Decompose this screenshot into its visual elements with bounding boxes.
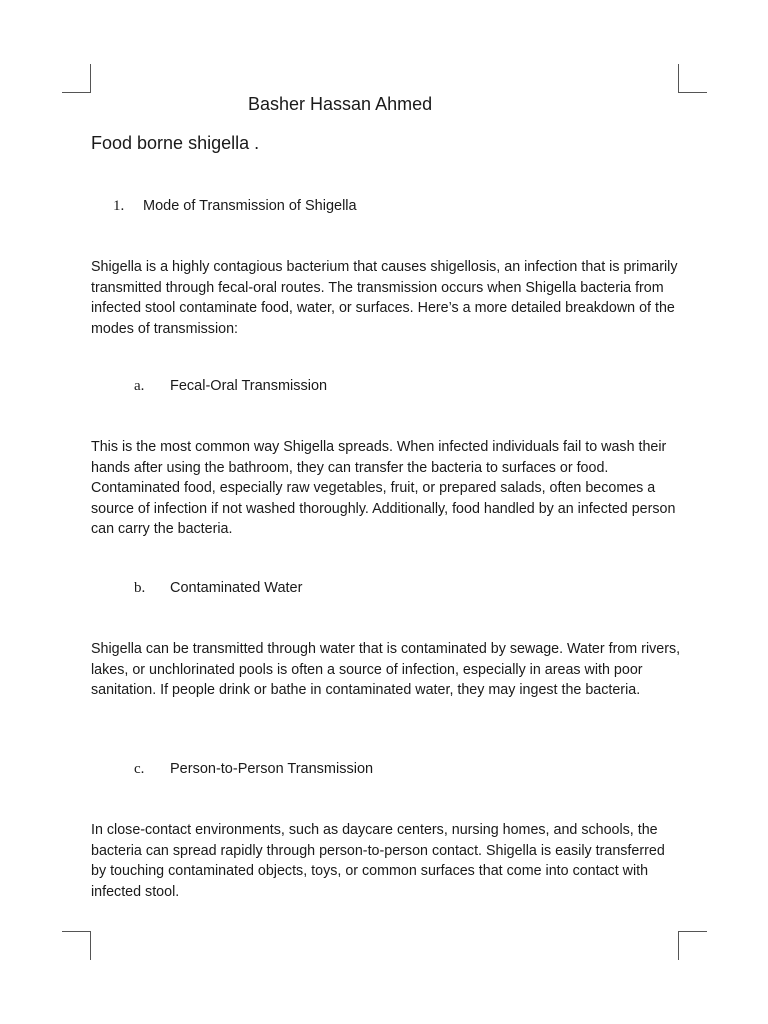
subsection-paragraph-b: Shigella can be transmitted through water that is contaminated by sewage. Water from rivers, lakes, or unchlorinated pools is often a source of infection, especially in areas with poor sanitation. If people drink or bathe in contaminated water, they may ingest the bacteria. bbox=[91, 641, 681, 699]
subsection-heading-text: Fecal-Oral Transmission bbox=[170, 378, 328, 394]
crop-mark-top-right bbox=[678, 64, 707, 93]
subsection-paragraph-c: In close-contact environments, such as daycare centers, nursing homes, and schools, the bacteria can spread rapidly through person-to-person contact. Shigella is easily transferred by touching contaminated objects, toys, or common surfaces that come into contact with infected stool. bbox=[91, 822, 665, 900]
subsection-heading-text: Person-to-Person Transmission bbox=[170, 761, 374, 777]
author-name: Basher Hassan Ahmed bbox=[248, 94, 433, 114]
subsection-heading-text: Contaminated Water bbox=[170, 580, 303, 596]
section-paragraph-1: Shigella is a highly contagious bacterium that causes shigellosis, an infection that is primarily transmitted through fecal-oral routes. The transmission occurs when Shigella bacteria from infected stool contaminate food, water, or surfaces. Here’s a more detailed breakdown of the modes of transmission: bbox=[91, 259, 678, 337]
crop-mark-bottom-left bbox=[62, 931, 91, 960]
document-title: Food borne shigella . bbox=[91, 133, 260, 153]
crop-mark-top-left bbox=[62, 64, 91, 93]
subsection-letter: c. bbox=[134, 761, 145, 777]
subsection-letter: b. bbox=[134, 580, 146, 596]
section-heading-text: Mode of Transmission of Shigella bbox=[143, 198, 357, 214]
crop-mark-bottom-right bbox=[678, 931, 707, 960]
section-number: 1. bbox=[113, 198, 125, 214]
subsection-paragraph-a: This is the most common way Shigella spreads. When infected individuals fail to wash their hands after using the bathroom, they can transfer the bacteria to surfaces or food. Contaminated food, especially raw vegetables, fruit, or prepared salads, often becomes a source of infection if not washed thoroughly. Additionally, food handled by an infected person can carry the bacteria. bbox=[91, 439, 676, 538]
subsection-letter: a. bbox=[134, 378, 145, 394]
